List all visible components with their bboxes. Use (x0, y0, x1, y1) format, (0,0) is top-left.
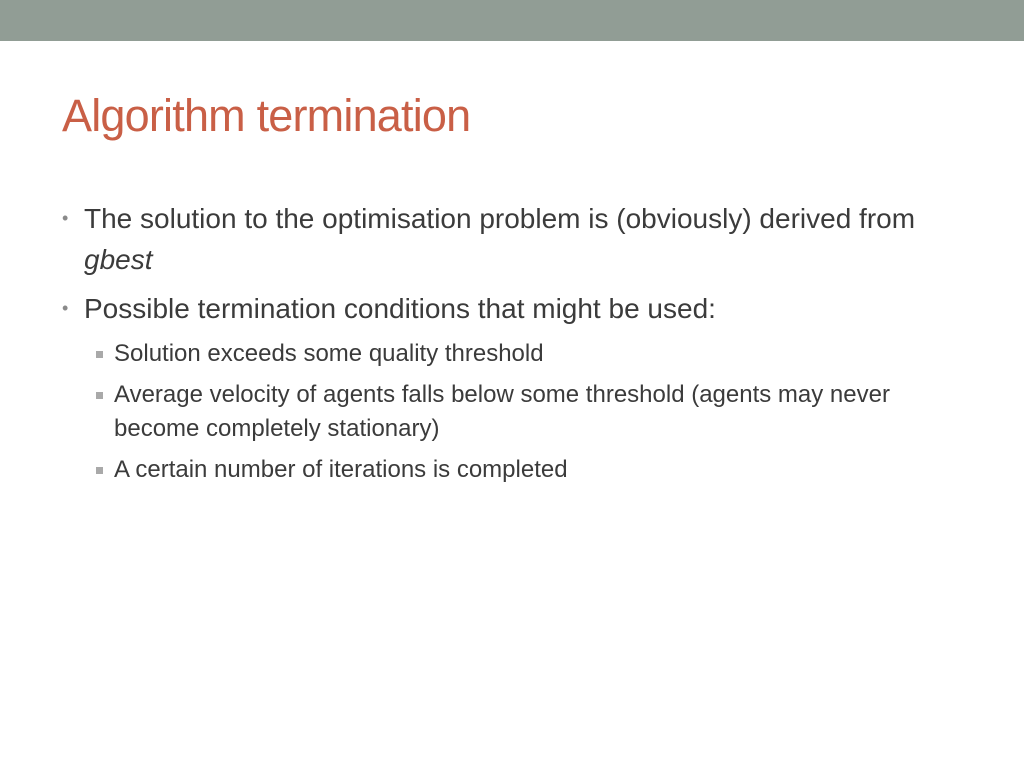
square-bullet-icon (96, 351, 103, 358)
bullet-dot-icon: • (62, 208, 69, 228)
slide-body (62, 198, 982, 494)
sub-bullet-item-2-text: Average velocity of agents falls below some threshold (agents may never become completely stationary) (114, 381, 890, 442)
square-bullet-icon (96, 392, 103, 399)
sub-bullet-item-3-text: A certain number of iterations is completed (114, 456, 568, 483)
bullet-item-2-text: Possible termination conditions that might be used: (84, 293, 716, 324)
sub-bullet-item-2 (62, 378, 982, 446)
bullet-item-1-text: The solution to the optimisation problem is (obviously) derived from (84, 203, 916, 234)
sub-bullet-item-1 (62, 337, 982, 371)
square-bullet-icon (96, 467, 103, 474)
bullet-item-1-italic: gbest (84, 244, 153, 275)
bullet-dot-icon: • (62, 298, 69, 318)
sub-bullet-item-1-text: Solution exceeds some quality threshold (114, 340, 544, 367)
slide-title: Algorithm termination (62, 90, 471, 141)
sub-bullet-item-3 (62, 453, 982, 487)
top-header-bar (0, 0, 1024, 41)
bullet-item-1 (62, 198, 982, 280)
bullet-item-2 (62, 288, 982, 329)
